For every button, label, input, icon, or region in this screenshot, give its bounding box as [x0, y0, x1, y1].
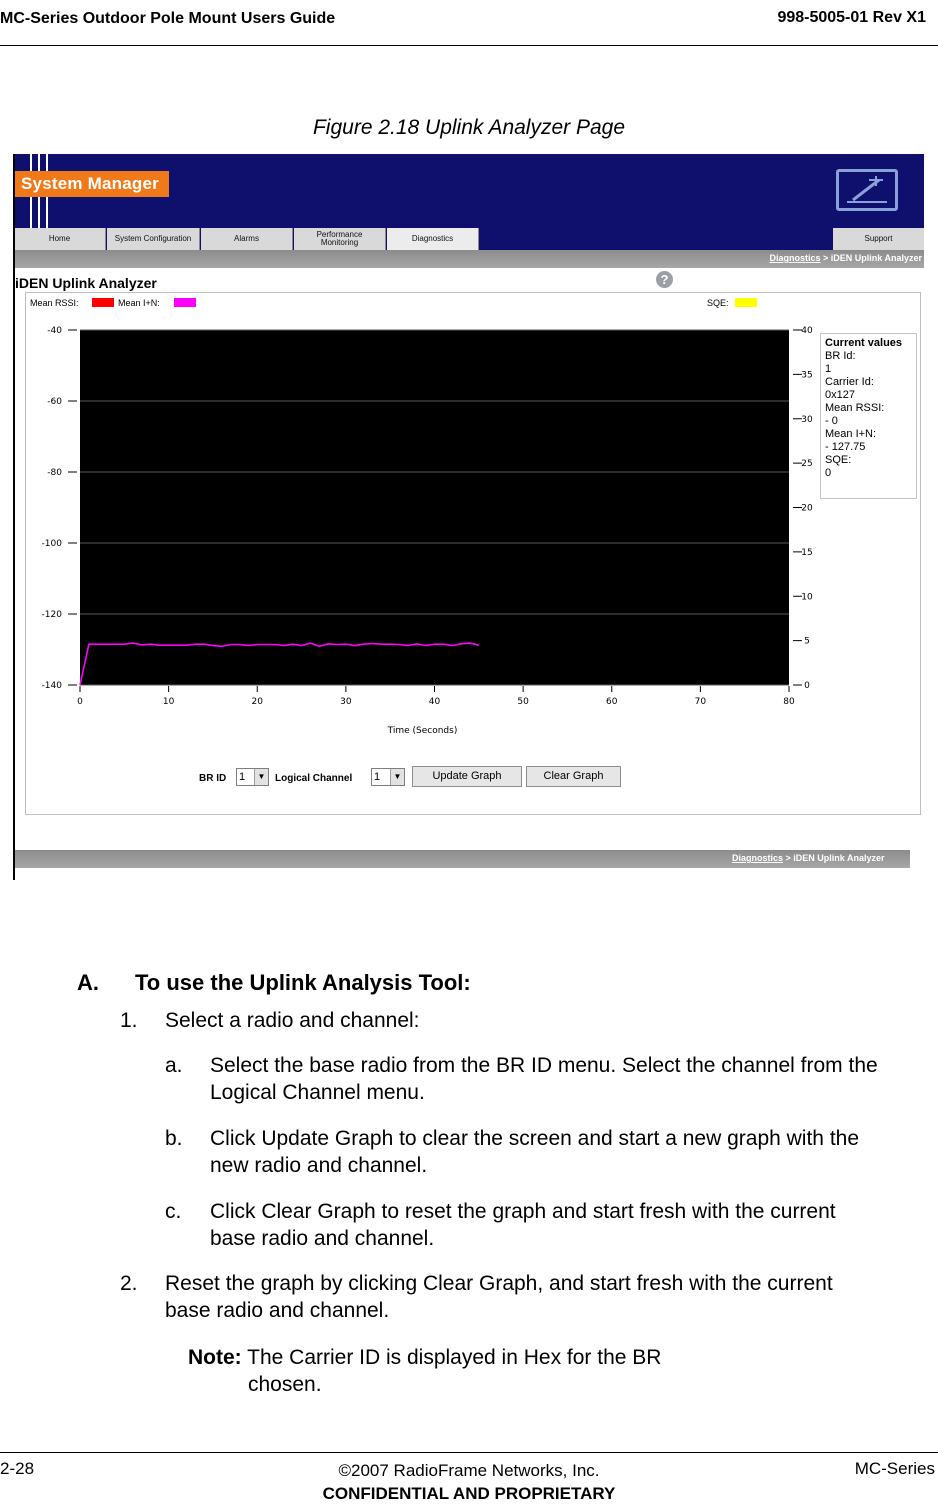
- y-left-tick-label: -40: [47, 326, 62, 336]
- x-tick-label: 80: [783, 697, 795, 707]
- x-tick-label: 50: [517, 697, 529, 707]
- app-title: System Manager: [15, 171, 169, 197]
- tab-alarms[interactable]: Alarms: [201, 228, 293, 250]
- substep-c-line2: base radio and channel.: [210, 1227, 435, 1250]
- legend-rssi-label: Mean RSSI:: [30, 298, 79, 308]
- confidential-line: CONFIDENTIAL AND PROPRIETARY: [322, 1484, 616, 1503]
- tab-diagnostics[interactable]: Diagnostics: [387, 228, 479, 250]
- logical-channel-select[interactable]: [371, 768, 405, 786]
- tab-home[interactable]: Home: [14, 228, 106, 250]
- carrier-id-label: Carrier Id:: [825, 376, 874, 388]
- section-letter: A.: [77, 970, 99, 995]
- screenshot-left-border: [13, 154, 15, 880]
- y-left-tick-label: -120: [41, 610, 62, 620]
- substep-a-line2: Logical Channel menu.: [210, 1081, 425, 1104]
- br-id-label: BR Id:: [825, 350, 856, 362]
- substep-c-letter: c.: [165, 1200, 182, 1223]
- substep-a-line1: Select the base radio from the BR ID menu. Select the channel from the: [210, 1054, 878, 1077]
- y-right-tick-label: 5: [804, 636, 810, 647]
- mean-in-value: - 127.75: [825, 441, 866, 453]
- breadcrumb-link-diagnostics[interactable]: Diagnostics: [769, 253, 821, 263]
- substep-b-letter: b.: [165, 1127, 183, 1150]
- tab-support[interactable]: Support: [833, 228, 924, 250]
- x-axis-label: Time (Seconds): [387, 726, 458, 736]
- tab-performance-monitoring[interactable]: Performance Monitoring: [294, 228, 386, 250]
- x-tick-label: 0: [77, 697, 83, 707]
- logical-channel-label: Logical Channel: [275, 773, 353, 784]
- breadcrumb-current: > iDEN Uplink Analyzer: [820, 253, 922, 263]
- y-right-tick-label: 15: [801, 547, 813, 558]
- step2-number: 2.: [120, 1272, 138, 1295]
- mean-rssi-value: - 0: [825, 415, 838, 427]
- tab-system-configuration[interactable]: System Configuration: [107, 228, 200, 250]
- note-line2: chosen.: [248, 1373, 322, 1396]
- x-tick-label: 30: [340, 697, 352, 707]
- legend-in-label: Mean I+N:: [118, 298, 160, 308]
- y-right-tick-label: 0: [804, 681, 810, 691]
- y-left-tick-label: -100: [41, 539, 62, 549]
- footer-divider: [0, 1452, 938, 1453]
- sqe-label: SQE:: [825, 454, 852, 466]
- footer-product: MC-Series: [854, 1459, 935, 1478]
- figure-caption: Figure 2.18 Uplink Analyzer Page: [312, 116, 626, 139]
- y-right-tick-label: 35: [801, 370, 813, 381]
- step2-line1: Reset the graph by clicking Clear Graph, and start fresh with the current: [165, 1272, 833, 1295]
- note-label: Note:: [188, 1346, 242, 1369]
- note-line1: [188, 1344, 661, 1371]
- doc-header-title: MC-Series Outdoor Pole Mount Users Guide: [0, 10, 336, 27]
- y-right-tick-label: 30: [801, 414, 813, 425]
- x-tick-label: 20: [251, 697, 263, 707]
- help-icon[interactable]: ?: [656, 271, 673, 288]
- substep-b-line1: Click Update Graph to clear the screen and start a new graph with the: [210, 1127, 860, 1150]
- section-title: To use the Uplink Analysis Tool:: [135, 970, 471, 995]
- br-id-control-label: BR ID: [199, 773, 227, 784]
- page-title: iDEN Uplink Analyzer: [15, 275, 157, 291]
- current-values-title: Current values: [825, 337, 903, 349]
- x-tick-label: 60: [606, 697, 618, 707]
- br-id-select[interactable]: [236, 768, 269, 786]
- y-left-tick-label: -60: [47, 397, 62, 407]
- mean-rssi-label: Mean RSSI:: [825, 402, 885, 414]
- update-graph-button[interactable]: Update Graph: [412, 766, 522, 787]
- y-right-tick-label: 20: [801, 503, 813, 514]
- substep-b-line2: new radio and channel.: [210, 1154, 428, 1177]
- y-left-tick-label: -140: [41, 681, 62, 691]
- mean-in-label: Mean I+N:: [825, 428, 877, 440]
- legend-sqe-label: SQE:: [707, 298, 729, 308]
- current-values-box: [820, 333, 917, 499]
- step1-number: 1.: [120, 1009, 138, 1032]
- x-tick-label: 40: [428, 697, 441, 707]
- carrier-id-value: 0x127: [825, 389, 855, 401]
- step1-text: Select a radio and channel:: [165, 1009, 420, 1032]
- footer-breadcrumb-current: > iDEN Uplink Analyzer: [783, 853, 885, 863]
- substep-a-letter: a.: [165, 1054, 183, 1077]
- y-right-tick-label: 25: [801, 459, 813, 470]
- y-right-tick-label: 40: [801, 326, 813, 336]
- series-line-0: [80, 643, 479, 685]
- section-heading: [77, 970, 471, 996]
- copyright-line: ©2007 RadioFrame Networks, Inc.: [338, 1461, 600, 1480]
- br-id-select-value: 1: [239, 771, 246, 783]
- br-id-value: 1: [825, 363, 832, 375]
- footer-breadcrumb: [732, 853, 884, 863]
- note-text: The Carrier ID is displayed in Hex for the BR: [241, 1346, 662, 1369]
- footer-breadcrumb-link[interactable]: Diagnostics: [732, 853, 784, 863]
- doc-header-revision: 998-5005-01 Rev X1: [777, 9, 926, 26]
- substep-c-line1: Click Clear Graph to reset the graph and start fresh with the current: [210, 1200, 836, 1223]
- page-number: 2-28: [0, 1459, 35, 1478]
- chevron-down-icon: ▼: [390, 769, 404, 785]
- y-right-tick-label: 10: [801, 592, 813, 603]
- clear-graph-button[interactable]: Clear Graph: [526, 766, 621, 787]
- logical-channel-select-value: 1: [374, 771, 381, 783]
- sqe-value: 0: [825, 467, 832, 479]
- x-tick-label: 10: [162, 697, 175, 707]
- x-tick-label: 70: [694, 697, 707, 707]
- y-left-tick-label: -80: [47, 468, 62, 478]
- chevron-down-icon: ▼: [254, 769, 268, 785]
- footer-copyright: [0, 1459, 938, 1505]
- step2-line2: base radio and channel.: [165, 1299, 390, 1322]
